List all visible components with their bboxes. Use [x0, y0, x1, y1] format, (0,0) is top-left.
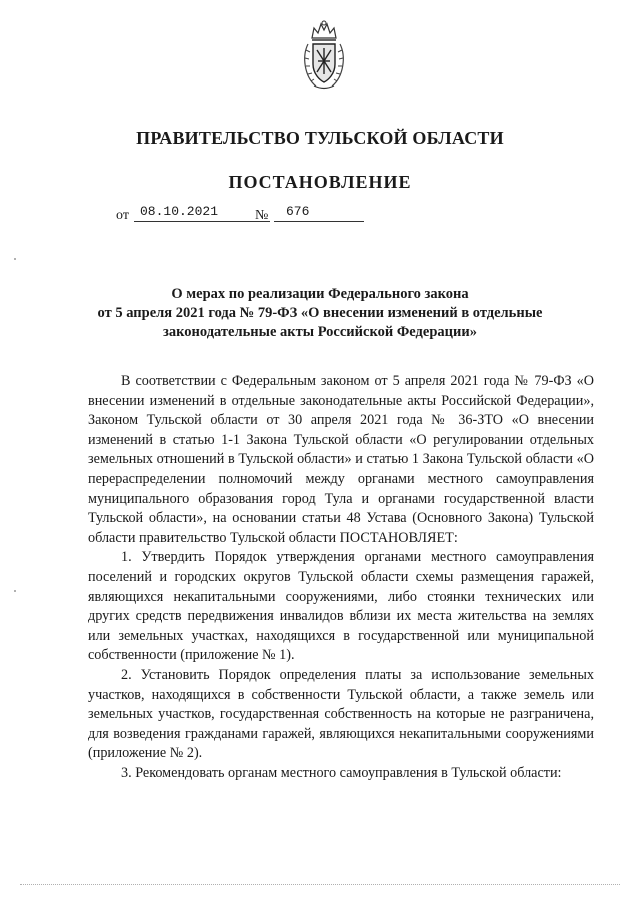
scan-speck	[14, 258, 16, 260]
organization-name: ПРАВИТЕЛЬСТВО ТУЛЬСКОЙ ОБЛАСТИ	[136, 128, 504, 148]
body-paragraph-item-1: 1. Утвердить Порядок утверждения органами местного самоуправления поселений и городских округов Тульской области схемы размещения гаражей, являющихся некапитальными сооружениями, либо стоянки технических или других средств передвижения инвалидов вблизи их места жительства на землях или земельных участках, находящихся в государственной или муниципальной собственности (приложение № 1).	[88, 549, 594, 664]
tula-coat-of-arms-icon	[302, 20, 346, 92]
number-underline	[274, 221, 364, 222]
body-paragraph-item-2: 2. Установить Порядок определения платы за использование земельных участков, находящихся в собственности Тульской области, а также земель или земельных участков, государственная собственность на которые не разграничена, для возведения гражданами гаражей, являющихся некапитальными сооружениями (приложение № 2).	[88, 666, 594, 762]
document-date: 08.10.2021	[140, 204, 219, 219]
body-paragraph-preamble: В соответствии с Федеральным законом от 5 апреля 2021 года № 79-ФЗ «О внесении изменений в отдельные законодательные акты Российской Федерации», Законом Тульской области от 30 апреля 2021 года № 36-ЗТО «О внесении изменений в статью 1-1 Закона Тульской области «О регулировании отдельных земельных отношений в Тульской области» и статью 1 Закона Тульской области «О перераспределении полномочий между органами местного самоуправления муниципального образования город Тула и органами государственной власти Тульской области», на основании статьи 48 Устава (Основного Закона) Тульской области правительство Тульской области ПОСТАНОВЛЯЕТ:	[88, 373, 594, 546]
scan-speck	[14, 590, 16, 592]
document-number: 676	[286, 204, 310, 219]
scan-edge-noise	[20, 884, 620, 889]
document-type: ПОСТАНОВЛЕНИЕ	[228, 172, 412, 192]
number-prefix: №	[255, 208, 269, 223]
date-prefix: от	[116, 208, 129, 223]
document-title	[60, 285, 580, 342]
title-line: законодательные акты Российской Федерации»	[163, 324, 477, 340]
title-line: от 5 апреля 2021 года № 79-ФЗ «О внесении изменений в отдельные	[97, 305, 543, 321]
title-line: О мерах по реализации Федерального закона	[171, 286, 469, 302]
document-body	[88, 372, 594, 783]
body-paragraph-item-3: 3. Рекомендовать органам местного самоуправления в Тульской области:	[121, 764, 562, 781]
date-underline	[134, 221, 270, 222]
